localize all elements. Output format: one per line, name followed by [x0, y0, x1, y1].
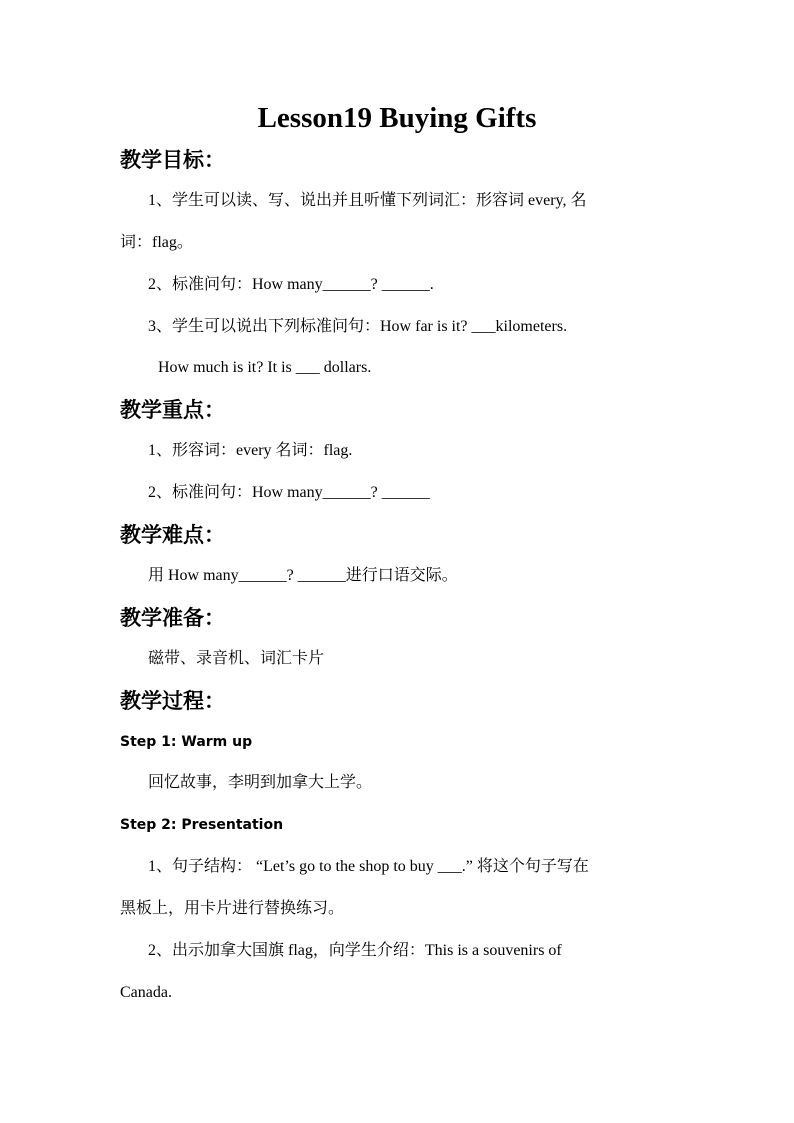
- difficulties-heading: 教学难点：: [120, 523, 225, 547]
- objectives-line-2: 2、标准问句：How many______? ______.: [148, 276, 434, 293]
- lesson-title: Lesson19 Buying Gifts: [257, 102, 537, 134]
- objectives-line-3: 3、学生可以说出下列标准问句：How far is it? ___kilometers.: [148, 318, 568, 335]
- step-1-heading: Step 1: Warm up: [120, 734, 253, 750]
- step-2-line-2: 2、出示加拿大国旗 flag，向学生介绍：This is a souvenirs of: [148, 942, 562, 959]
- key-points-line-2: 2、标准问句：How many______? ______: [148, 484, 430, 501]
- step-2-line-1-cont: 黑板上，用卡片进行替换练习。: [120, 900, 345, 917]
- step-2-line-2-cont: Canada.: [120, 984, 172, 1001]
- process-heading: 教学过程：: [120, 689, 225, 713]
- step-1-text: 回忆故事，李明到加拿大上学。: [148, 774, 373, 791]
- key-points-heading: 教学重点：: [120, 398, 225, 422]
- objectives-line-1: 1、学生可以读、写、说出并且听懂下列词汇：形容词 every, 名: [148, 192, 587, 209]
- difficulties-line-1: 用 How many______? ______进行口语交际。: [148, 567, 458, 584]
- key-points-line-1: 1、形容词：every 名词：flag.: [148, 442, 353, 459]
- objectives-heading: 教学目标：: [120, 148, 225, 172]
- preparation-heading: 教学准备：: [120, 606, 225, 630]
- preparation-line-1: 磁带、录音机、词汇卡片: [148, 650, 325, 667]
- objectives-line-3-cont: How much is it? It is ___ dollars.: [158, 359, 372, 376]
- step-2-line-1: 1、句子结构： “Let’s go to the shop to buy ___.” 将这个句子写在: [148, 858, 589, 875]
- step-2-heading: Step 2: Presentation: [120, 817, 284, 833]
- objectives-line-1-cont: 词：flag。: [120, 234, 193, 251]
